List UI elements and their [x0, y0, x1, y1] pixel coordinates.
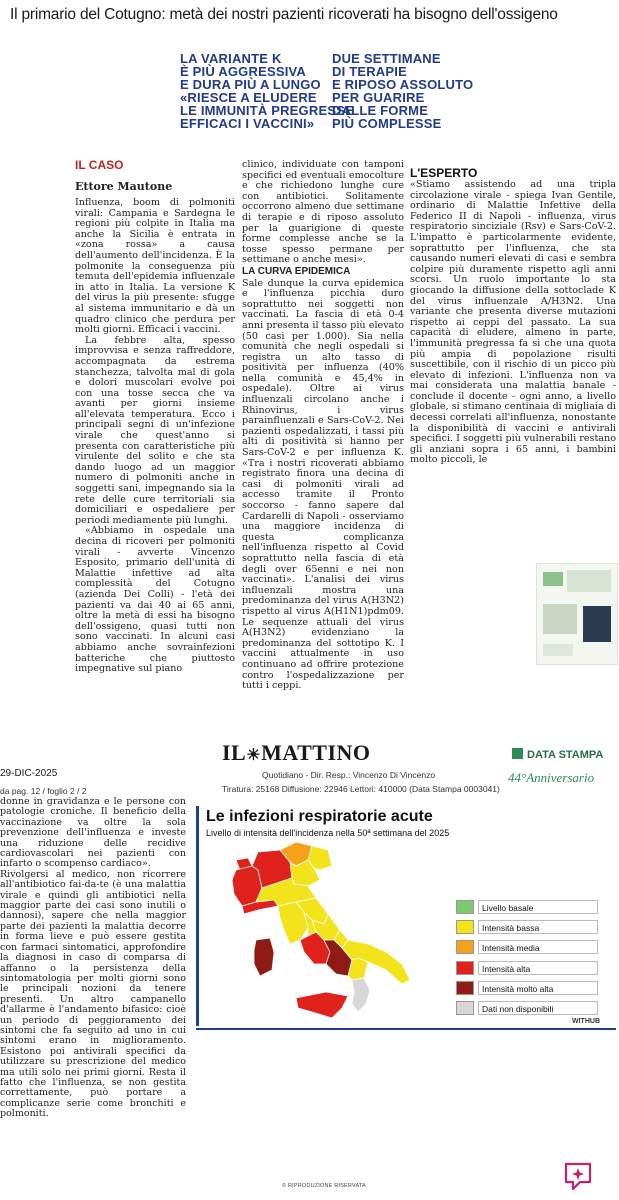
article-column-1 — [75, 197, 235, 675]
legend-item — [456, 981, 616, 996]
subheading: LA CURVA EPIDEMICA — [242, 265, 351, 277]
byline: Ettore Mautone — [75, 180, 173, 193]
region-sicilia — [296, 992, 348, 1018]
kicker-right-line: DI TERAPIE — [332, 64, 407, 79]
publication-date: 29-DIC-2025 — [0, 768, 58, 779]
infographic-subtitle: Livello di intensità dell'incidenza nella 50ª settimana del 2025 — [206, 828, 450, 838]
kicker-left-line: EFFICACI I VACCINI» — [180, 116, 315, 131]
kicker-left-line: LA VARIANTE K — [180, 51, 282, 66]
legend-item — [456, 940, 616, 955]
ai-sparkle-chat-icon[interactable] — [560, 1158, 596, 1194]
il-mattino-logo — [222, 740, 371, 766]
legend-label: Intensità alta — [478, 961, 598, 975]
legend-swatch — [456, 900, 474, 914]
kicker-right-line: DALLE FORME — [332, 103, 429, 118]
kicker-right-line: DUE SETTIMANE — [332, 51, 441, 66]
kicker-left-line: LE IMMUNITÀ PREGRESSE — [180, 103, 354, 118]
data-stampa-label: DATA STAMPA — [527, 749, 604, 761]
kicker-left — [180, 52, 354, 130]
kicker-left-line: È PIÙ AGGRESSIVA — [180, 64, 307, 79]
paragraph: Sale dunque la curva epidemica e l'influenza picchia duro soprattutto nei soggetti non vaccinati. La fascia di età 0-4 anni presenta il tasso più elevato (50 casi per 1.000). Sia nella comunità che negli ospedali si registra un alto tasso di positività per influenza (40% nella comunità e 45,4% in ospedale). Oltre ai virus influenzali circolano anche i Rhinovirus, i virus parainfluenzali e Sars-CoV-2. Nei pazienti ospedalizzati, i tassi più alti di positività si hanno per Sars-CoV-2 e per influenza K. «Tra i nostri ricoverati abbiamo registrato finora una decina di casi di polmoniti virali ad accesso tramite il Pronto soccorso - fanno sapere dal Cardarelli di Napoli - osserviamo una maggiore incidenza di questa complicanza nell'influenza rispetto al Covid soprattutto nella fascia di età degli over 65enni e nei non vaccinati». L'analisi dei virus influenzali mostra una predominanza del virus A(H3N2) rispetto al virus A(H1N1)pdm09. Le sequenze attuali del virus A(H3N2) evidenziano la predominanza del sottotipo K. I vaccini attualmente in uso continuano ad offrire protezione contro l'ospedalizzazione per tutti i ceppi. — [242, 277, 404, 692]
infographic-bottom-rule — [196, 1028, 616, 1030]
legend-item — [456, 920, 616, 935]
logo-text: IL — [222, 740, 247, 765]
data-stampa-logo — [512, 748, 603, 761]
legend-item — [456, 900, 616, 915]
circulation-info: Tiratura: 25168 Diffusione: 22946 Lettori: 410000 (Data Stampa 0003041) — [222, 784, 500, 794]
paragraph: «Stiamo assistendo ad una tripla circolazione virale - spiega Ivan Gentile, ordinario di Malattie Infettive della Federico II di Napoli - influenza, virus respiratorio sinciziale (Rsv) e Sars-CoV-2. L'impatto è particolarmente evidente, soprattutto per l'influenza, che sta causando numeri elevati di casi e sembra colpire più duramente rispetto agli anni scorsi. Un ruolo importante lo sta giocando la diffusione della sottoclade K del virus influenzale A/H3N2. Una variante che presenta diverse mutazioni rispetto ai ceppi del passato. La sua capacità di eludere, almeno in parte, l'immunità pregressa fa sì che una quota più ampia di popolazione risulti suscettibile, con il rischio di un picco più elevato di infezioni. L'influenza non va mai considerata una malattia banale - conclude il docente - ogni anno, a livello globale, si stimano centinaia di migliaia di decessi correlati all'influenza, nonostante la disponibilità di vaccini e antivirali specifici. I soggetti più vulnerabili restano gli anziani sopra i 65 anni, i bambini molto piccoli, le — [410, 179, 616, 466]
legend-label: Intensità bassa — [478, 920, 598, 934]
page-thumbnail-image — [536, 563, 618, 665]
legend-swatch — [456, 920, 474, 934]
legend-label: Dati non disponibili — [478, 1001, 598, 1015]
kicker-left-line: «RIESCE A ELUDERE — [180, 90, 317, 105]
article-headline: Il primario del Cotugno: metà dei nostri pazienti ricoverati ha bisogno dell'ossigeno — [10, 6, 558, 23]
copyright-notice: © RIPRODUZIONE RISERVATA — [282, 1183, 366, 1189]
kicker-right-line: PER GUARIRE — [332, 90, 425, 105]
kicker-left-line: E DURA PIÙ A LUNGO — [180, 77, 321, 92]
paragraph: Influenza, boom di polmoniti virali: Campania e Sardegna le regioni più colpite in Italia ma anche la Sicilia è entrata in «zona rossa» a causa dell'aumento dell'incidenza. È la polmonite la conseguenza più temuta dell'epidemia influenzale in atto in Italia. La versione K del virus la più presente: sfugge al sistema immunitario e dà un quadro clinico che perdura per molti giorni. Efficaci i vaccini. — [75, 197, 235, 336]
italy-incidence-map — [196, 840, 466, 1020]
section-label: IL CASO — [75, 158, 124, 172]
legend-swatch — [456, 981, 474, 995]
region-calabria — [352, 978, 370, 1012]
article-column-bottom: donne in gravidanza e le persone con patologie croniche. Il beneficio della vaccinazione va oltre la sola prevenzione dell'influenza e investe una riduzione delle recidive cardiovascolari nei pazienti con infarto o scompenso cardiaco». Rivolgersi al medico, non ricorrere all'antibiotico fai-da-te (è una malattia virale e quindi gli antibiotici nella maggior parte dei casi sono inutili o dannosi), sapere che nella maggior parte dei pazienti la malattia decorre in forma lieve e può essere gestita con farmaci sintomatici, approfondire la diagnosi in caso di comparsa di affanno o la persistenza della sintomatologia per molti giorni sono le principali nozioni da tenere presenti. Un altro campanello d'allarme è l'andamento bifasico: cioè un periodo di peggioramento dei sintomi che fa seguito ad uno in cui sintomi erano in miglioramento. Esistono poi antivirali specifici da utilizzare su prescrizione del medico ma utili solo nei primi giorni. Resta il fatto che l'influenza, se non gestita correttamente, può portare a complicanze serie come bronchiti e polmoniti. — [0, 796, 186, 1120]
legend-label: Livello basale — [478, 900, 598, 914]
paragraph: «Abbiamo in ospedale una decina di ricoveri per polmoniti virali - avverte Vincenzo Esposito, primario dell'unità di Malattie infettive ad alta complessità del Cotugno (azienda Dei Colli) - l'età dei pazienti va dai 40 ai 65 anni, oltre la metà di essi ha bisogno dell'ossigeno, quasi tutti non sono vaccinati. In alcuni casi abbiamo anche sovrainfezioni batteriche che piuttosto impegnative sul piano — [75, 525, 235, 675]
article-column-2 — [242, 159, 404, 692]
kicker-right-line: PIÙ COMPLESSE — [332, 116, 442, 131]
map-regions — [232, 842, 410, 1018]
legend-item — [456, 1001, 616, 1016]
publication-info: Quotidiano - Dir. Resp.: Vincenzo Di Vincenzo — [262, 770, 436, 780]
legend-label: Intensità media — [478, 940, 598, 954]
legend-item — [456, 961, 616, 976]
article-column-3 — [410, 180, 616, 560]
legend-swatch — [456, 961, 474, 975]
anniversary-label: 44°Anniversario — [508, 770, 595, 785]
legend-swatch — [456, 1001, 474, 1015]
infographic-title: Le infezioni respiratorie acute — [206, 808, 433, 825]
paragraph: La febbre alta, spesso improvvisa e senza raffreddore, accompagnata da estrema stanchezza, talvolta mal di gola e dolori muscolari evolve poi con una tosse secca che va avanti per giorni insieme all'elevata temperatura. Ecco i principali segni di un'infezione virale che quest'anno si presenta con caratteristiche più virulente del solito e che sta dando luogo ad un maggior numero di polmoniti anche in soggetti sani, impegnando sia la rete delle cure territoriali sia domiciliari e ospedaliere per periodi mediamente più lunghi. — [75, 334, 235, 526]
legend-swatch — [456, 940, 474, 954]
page-reference: da pag. 12 / foglio 2 / 2 — [0, 786, 87, 796]
kicker-right — [332, 52, 473, 130]
paragraph: clinico, individuate con tamponi specifici ed eventuali emocolture e che richiedono lunghe cure con antibiotici. Solitamente occorrono almeno due settimane di terapie e di riposo assoluto per la guarigione di queste forme complesse anche se la tosse spesso permane per settimane o anche mesi». — [242, 159, 404, 266]
map-legend — [456, 900, 616, 1021]
legend-label: Intensità molto alta — [478, 981, 598, 995]
data-stampa-icon — [512, 748, 523, 759]
expert-label: L'ESPERTO — [410, 166, 478, 180]
masthead — [0, 740, 619, 804]
sun-icon: ☀ — [246, 747, 262, 764]
region-sardegna — [254, 938, 274, 976]
kicker-right-line: E RIPOSO ASSOLUTO — [332, 77, 474, 92]
logo-text: MATTINO — [261, 740, 371, 765]
infographic-credit: WITHUB — [572, 1018, 600, 1025]
